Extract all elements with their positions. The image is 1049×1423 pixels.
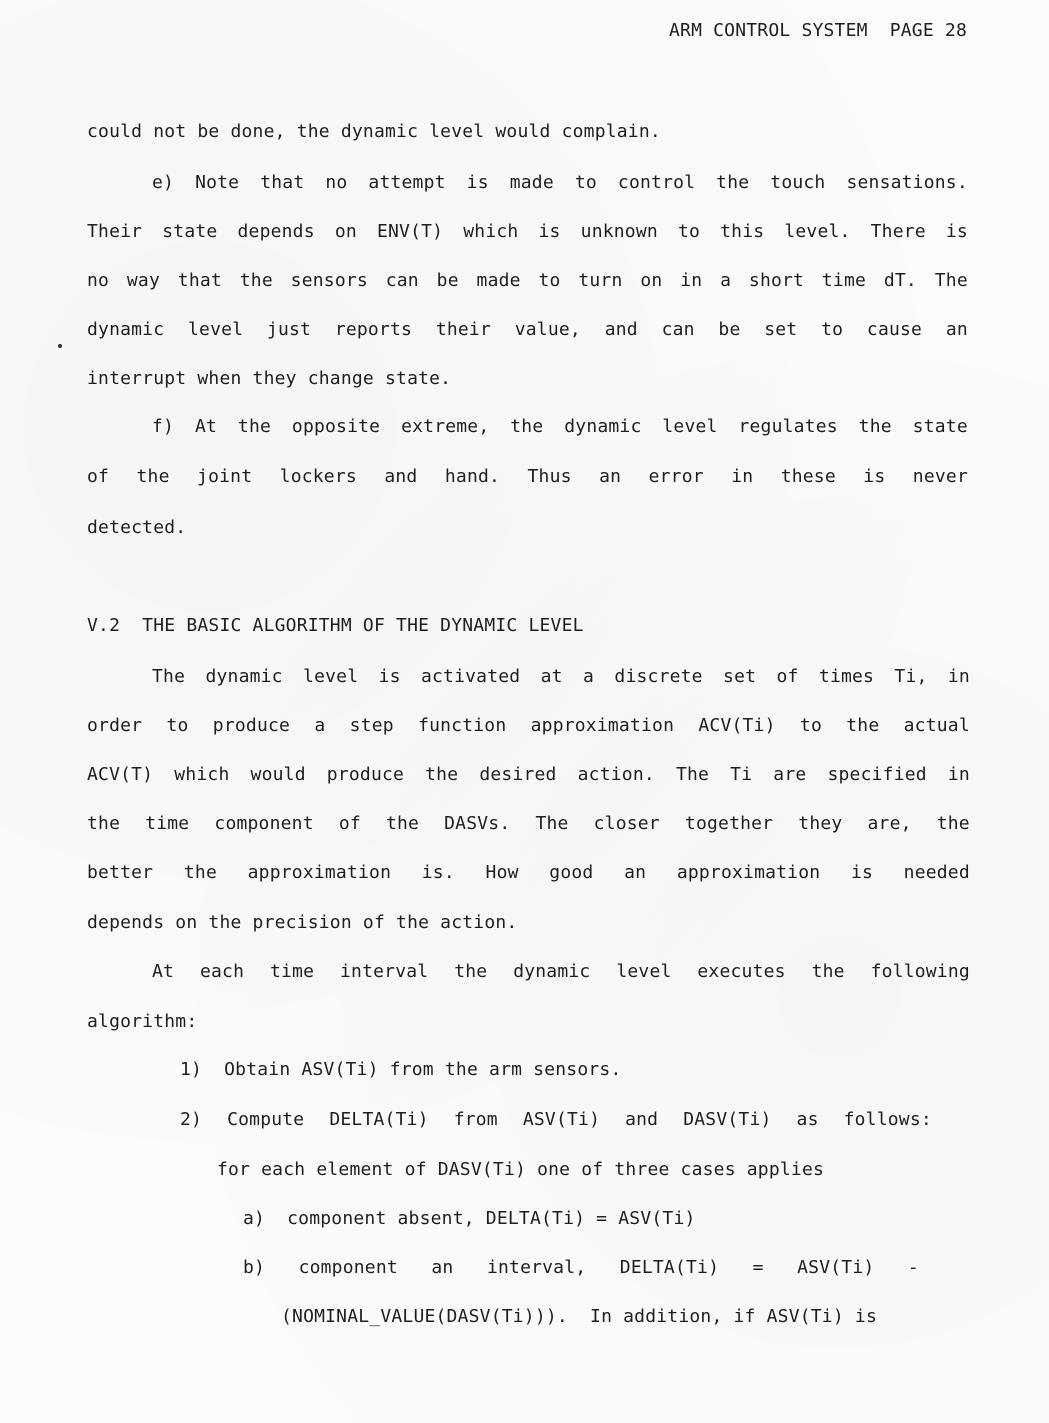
algorithm-step — [180, 1109, 932, 1131]
word: be — [436, 270, 459, 291]
word: attempt — [368, 172, 446, 193]
word: actual — [903, 715, 970, 736]
word: DELTA(Ti) — [619, 1257, 720, 1278]
word: times — [818, 666, 875, 687]
word: order — [87, 715, 143, 736]
word: is — [538, 221, 561, 242]
word: Thus — [527, 466, 572, 487]
word: be — [718, 319, 741, 340]
word: the — [239, 270, 273, 291]
word: is — [378, 666, 401, 687]
word: better — [87, 862, 154, 883]
word: desired — [479, 764, 557, 785]
text-line — [87, 466, 968, 488]
word: from — [453, 1109, 498, 1130]
word: level — [616, 961, 672, 982]
word: ASV(Ti) — [522, 1109, 601, 1130]
word: regulates — [738, 416, 838, 437]
word: level. — [784, 221, 851, 242]
word: interval — [340, 961, 429, 982]
word: following — [870, 961, 970, 982]
text-line: algorithm: — [87, 1011, 198, 1032]
word: the — [858, 416, 892, 437]
word: at — [540, 666, 563, 687]
word: of — [338, 813, 361, 834]
word: error — [648, 466, 704, 487]
word: lockers — [279, 466, 357, 487]
word: to — [538, 270, 561, 291]
word: is — [466, 172, 489, 193]
word: is — [863, 466, 886, 487]
word: of — [776, 666, 799, 687]
word: is — [850, 862, 874, 883]
word: Their — [87, 221, 143, 242]
word: the — [510, 416, 544, 437]
word: time — [145, 813, 190, 834]
word: short — [748, 270, 805, 291]
word: a — [720, 270, 732, 291]
word: a — [314, 715, 326, 736]
word: to — [166, 715, 189, 736]
word: ASV(Ti) — [797, 1257, 875, 1278]
word: can — [385, 270, 419, 291]
word: level — [662, 416, 718, 437]
word: produce — [326, 764, 405, 785]
text-line: could not be done, the dynamic level would complain. — [87, 121, 661, 142]
word: DELTA(Ti) — [329, 1109, 429, 1130]
word: specified — [827, 764, 927, 785]
word: step — [349, 715, 394, 736]
word: ACV(T) — [87, 764, 154, 785]
word: that — [260, 172, 305, 193]
word: dynamic — [564, 416, 642, 437]
word: needed — [903, 862, 970, 883]
word: component — [214, 813, 314, 834]
word: and — [604, 319, 638, 340]
word: this — [720, 221, 765, 242]
word: just — [266, 319, 312, 340]
word: are, — [867, 813, 912, 834]
text-line — [87, 270, 968, 292]
word: the — [454, 961, 488, 982]
word: their — [435, 319, 491, 340]
text-line — [152, 961, 970, 983]
word: on — [334, 221, 357, 242]
word: activated — [420, 666, 521, 687]
word: are — [773, 764, 807, 785]
word: ACV(Ti) — [698, 715, 776, 736]
word: The — [675, 764, 710, 785]
word: cause — [866, 319, 923, 340]
word: the — [936, 813, 970, 834]
text-line — [152, 666, 970, 688]
algorithm-case-continuation: (NOMINAL_VALUE(DASV(Ti))). In addition, if ASV(Ti) is — [281, 1306, 877, 1327]
section-heading: V.2 THE BASIC ALGORITHM OF THE DYNAMIC LEVEL — [87, 615, 584, 636]
word: At — [152, 961, 175, 982]
word: level — [303, 666, 359, 687]
text-line: detected. — [87, 517, 187, 538]
word: would — [250, 764, 306, 785]
word: There — [870, 221, 926, 242]
text-line — [87, 715, 970, 737]
word: of — [87, 466, 110, 487]
word: an — [624, 862, 647, 883]
word: in — [947, 764, 970, 785]
word: DASV(Ti) — [683, 1109, 772, 1130]
algorithm-step: 1) Obtain ASV(Ti) from the arm sensors. — [180, 1059, 622, 1080]
word: Ti, — [894, 666, 928, 687]
word: to — [821, 319, 844, 340]
word: which — [174, 764, 230, 785]
word: together — [684, 813, 774, 834]
word: as — [796, 1109, 819, 1130]
word: made — [509, 172, 554, 193]
text-line — [87, 221, 968, 243]
word: The — [934, 270, 968, 291]
word: an — [599, 466, 622, 487]
word: sensations. — [846, 172, 968, 193]
word: control — [617, 172, 696, 193]
word: = — [752, 1257, 764, 1278]
word: The — [535, 813, 569, 834]
word: which — [463, 221, 519, 242]
word: that — [177, 270, 222, 291]
word: value, — [514, 319, 581, 340]
word: ENV(T) — [376, 221, 444, 242]
word: each — [199, 961, 245, 982]
algorithm-case: a) component absent, DELTA(Ti) = ASV(Ti) — [243, 1208, 696, 1229]
word: discrete — [614, 666, 703, 687]
word: At — [194, 416, 218, 437]
word: produce — [212, 715, 291, 736]
word: Compute — [227, 1109, 305, 1130]
word: set — [764, 319, 798, 340]
text-line — [152, 172, 968, 194]
word: b) — [243, 1257, 266, 1278]
word: an — [945, 319, 968, 340]
word: hand. — [444, 466, 501, 487]
word: opposite — [291, 416, 381, 437]
running-header: ARM CONTROL SYSTEM PAGE 28 — [669, 20, 967, 41]
word: way — [126, 270, 160, 291]
word: sensors — [290, 270, 368, 291]
word: The — [152, 666, 186, 687]
text-line — [87, 319, 968, 341]
word: state — [162, 221, 218, 242]
word: to — [799, 715, 822, 736]
word: in — [680, 270, 703, 291]
word: in — [731, 466, 754, 487]
word: can — [661, 319, 695, 340]
word: turn — [578, 270, 623, 291]
word: reports — [334, 319, 413, 340]
word: is — [945, 221, 968, 242]
word: extreme, — [401, 416, 490, 437]
word: the — [716, 172, 750, 193]
word: joint — [197, 466, 253, 487]
word: they — [798, 813, 843, 834]
word: function — [418, 715, 507, 736]
word: approximation — [676, 862, 821, 883]
word: good — [549, 862, 594, 883]
word: touch — [770, 172, 826, 193]
word: Ti — [730, 764, 753, 785]
word: the — [811, 961, 845, 982]
word: made — [476, 270, 521, 291]
word: no — [325, 172, 348, 193]
word: component — [298, 1257, 398, 1278]
word: and — [625, 1109, 659, 1130]
word: interval, — [486, 1257, 587, 1278]
word: time — [821, 270, 867, 291]
word: closer — [593, 813, 660, 834]
word: the — [183, 862, 217, 883]
word: in — [947, 666, 970, 687]
word: Note — [195, 172, 240, 193]
word: e) — [152, 172, 175, 193]
word: approximation — [530, 715, 675, 736]
word: is. — [421, 862, 455, 883]
text-line: depends on the precision of the action. — [87, 912, 518, 933]
word: follows: — [843, 1109, 932, 1130]
word: the — [385, 813, 420, 834]
word: the — [136, 466, 170, 487]
algorithm-step-continuation: for each element of DASV(Ti) one of three cases applies — [217, 1159, 825, 1180]
text-line — [87, 813, 970, 835]
word: the — [237, 416, 272, 437]
text-line: interrupt when they change state. — [87, 368, 452, 389]
word: never — [912, 466, 968, 487]
word: on — [640, 270, 663, 291]
word: dT. — [883, 270, 917, 291]
word: these — [780, 466, 836, 487]
text-line — [87, 862, 970, 884]
word: executes — [697, 961, 786, 982]
algorithm-case — [243, 1257, 919, 1279]
word: - — [907, 1257, 919, 1278]
word: the — [425, 764, 459, 785]
word: action. — [577, 764, 655, 785]
word: approximation — [247, 862, 392, 883]
stray-ink-dot — [58, 344, 62, 348]
word: dynamic — [513, 961, 591, 982]
word: level — [188, 319, 244, 340]
word: set — [723, 666, 757, 687]
text-line — [87, 764, 970, 786]
word: state — [912, 416, 968, 437]
word: the — [87, 813, 121, 834]
word: unknown — [580, 221, 658, 242]
word: dynamic — [87, 319, 165, 340]
word: How — [485, 862, 519, 883]
word: to — [574, 172, 597, 193]
word: an — [431, 1257, 454, 1278]
word: and — [384, 466, 418, 487]
word: to — [677, 221, 701, 242]
word: dynamic — [205, 666, 283, 687]
text-line — [152, 416, 968, 438]
word: no — [87, 270, 110, 291]
word: the — [846, 715, 880, 736]
word: a — [583, 666, 595, 687]
word: depends — [237, 221, 315, 242]
word: time — [269, 961, 315, 982]
word: 2) — [180, 1109, 203, 1130]
word: DASVs. — [444, 813, 511, 834]
word: f) — [152, 416, 175, 437]
